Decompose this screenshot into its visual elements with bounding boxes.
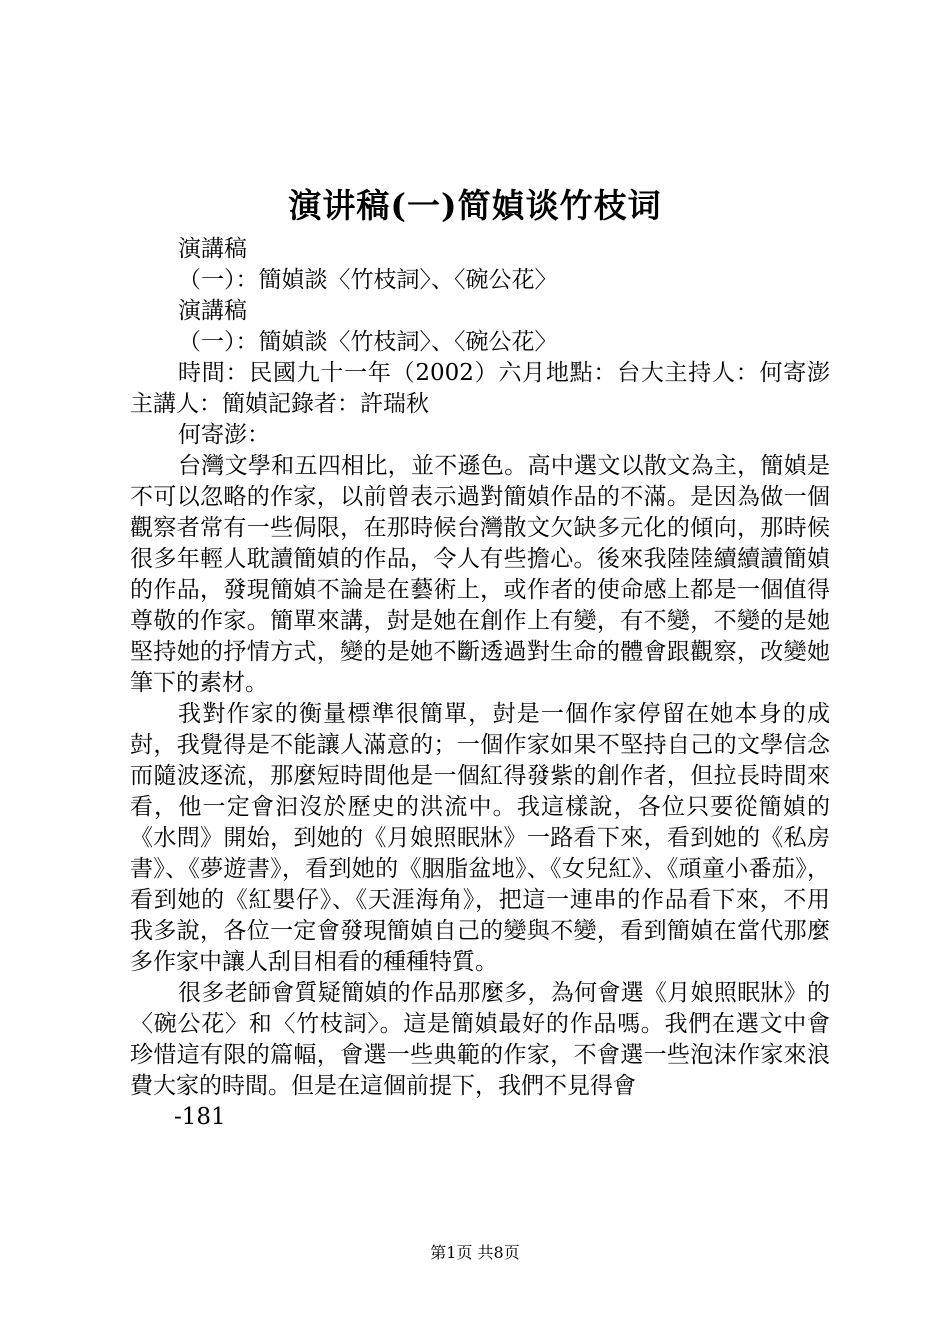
page-footer: 第1页 共8页 [430,1243,520,1262]
paragraph: 演講稿 [178,298,247,324]
paragraph: 很多老師會質疑簡媜的作品那麼多，為何會選《月娘照眠牀》的〈碗公花〉和〈竹枝詞〉。這是簡媜最好的作品嗎。我們在選文中會珍惜這有限的篇幅，會選一些典範的作家，不會選一些泡沫作家來浪費大家的時間。但是在這個前提下，我們不見得會 [130,980,830,1099]
paragraph: （一）：簡媜談〈竹枝詞〉、〈碗公花〉 [178,329,558,355]
paragraph: 演講稿 [178,236,247,262]
document-title: 演讲稿(一)简媜谈竹枝词 [288,186,662,225]
paragraph: 何寄澎： [178,422,270,448]
paragraph: （一）：簡媜談〈竹枝詞〉、〈碗公花〉 [178,267,558,293]
paragraph: 我對作家的衡量標準很簡單，尌是一個作家停留在她本身的成尌，我覺得是不能讓人滿意的；一個作家如果不堅持自己的文學信念而隨波逐流，那麼短時間他是一個紅得發紫的創作者，但拉長時間來看，他一定會汩沒於歷史的洪流中。我這樣說，各位只要從簡媜的《水問》開始，到她的《月娘照眠牀》一路看下來，看到她的《私房書》、《夢遊書》，看到她的《胭脂盆地》、《女兒紅》、《頑童小番茄》，看到她的《紅嬰仔》、《天涯海角》，把這一連串的作品看下來，不用我多說，各位一定會發現簡媜自己的變與不變，看到簡媜在當代那麼多作家中讓人刮目相看的種種特質。 [130,701,830,975]
page-marker: -181 [174,1104,226,1130]
document-body [130,234,830,1133]
paragraph: 台灣文學和五四相比，並不遜色。高中選文以散文為主，簡媜是不可以忽略的作家，以前曾表示過對簡媜作品的不滿。是因為做一個觀察者常有一些侷限，在那時候台灣散文欠缺多元化的傾向，那時候很多年輕人耽讀簡媜的作品，令人有些擔心。後來我陸陸續續讀簡媜的作品，發現簡媜不論是在藝術上，或作者的使命感上都是一個值得尊敬的作家。簡單來講，尌是她在創作上有變，有不變，不變的是她堅持她的抒情方式，變的是她不斷透過對生命的體會跟觀察，改變她筆下的素材。 [130,453,830,696]
paragraph: 時間：民國九十一年（2002）六月地點：台大主持人：何寄澎主講人：簡媜記錄者：許瑞秋 [130,360,830,417]
